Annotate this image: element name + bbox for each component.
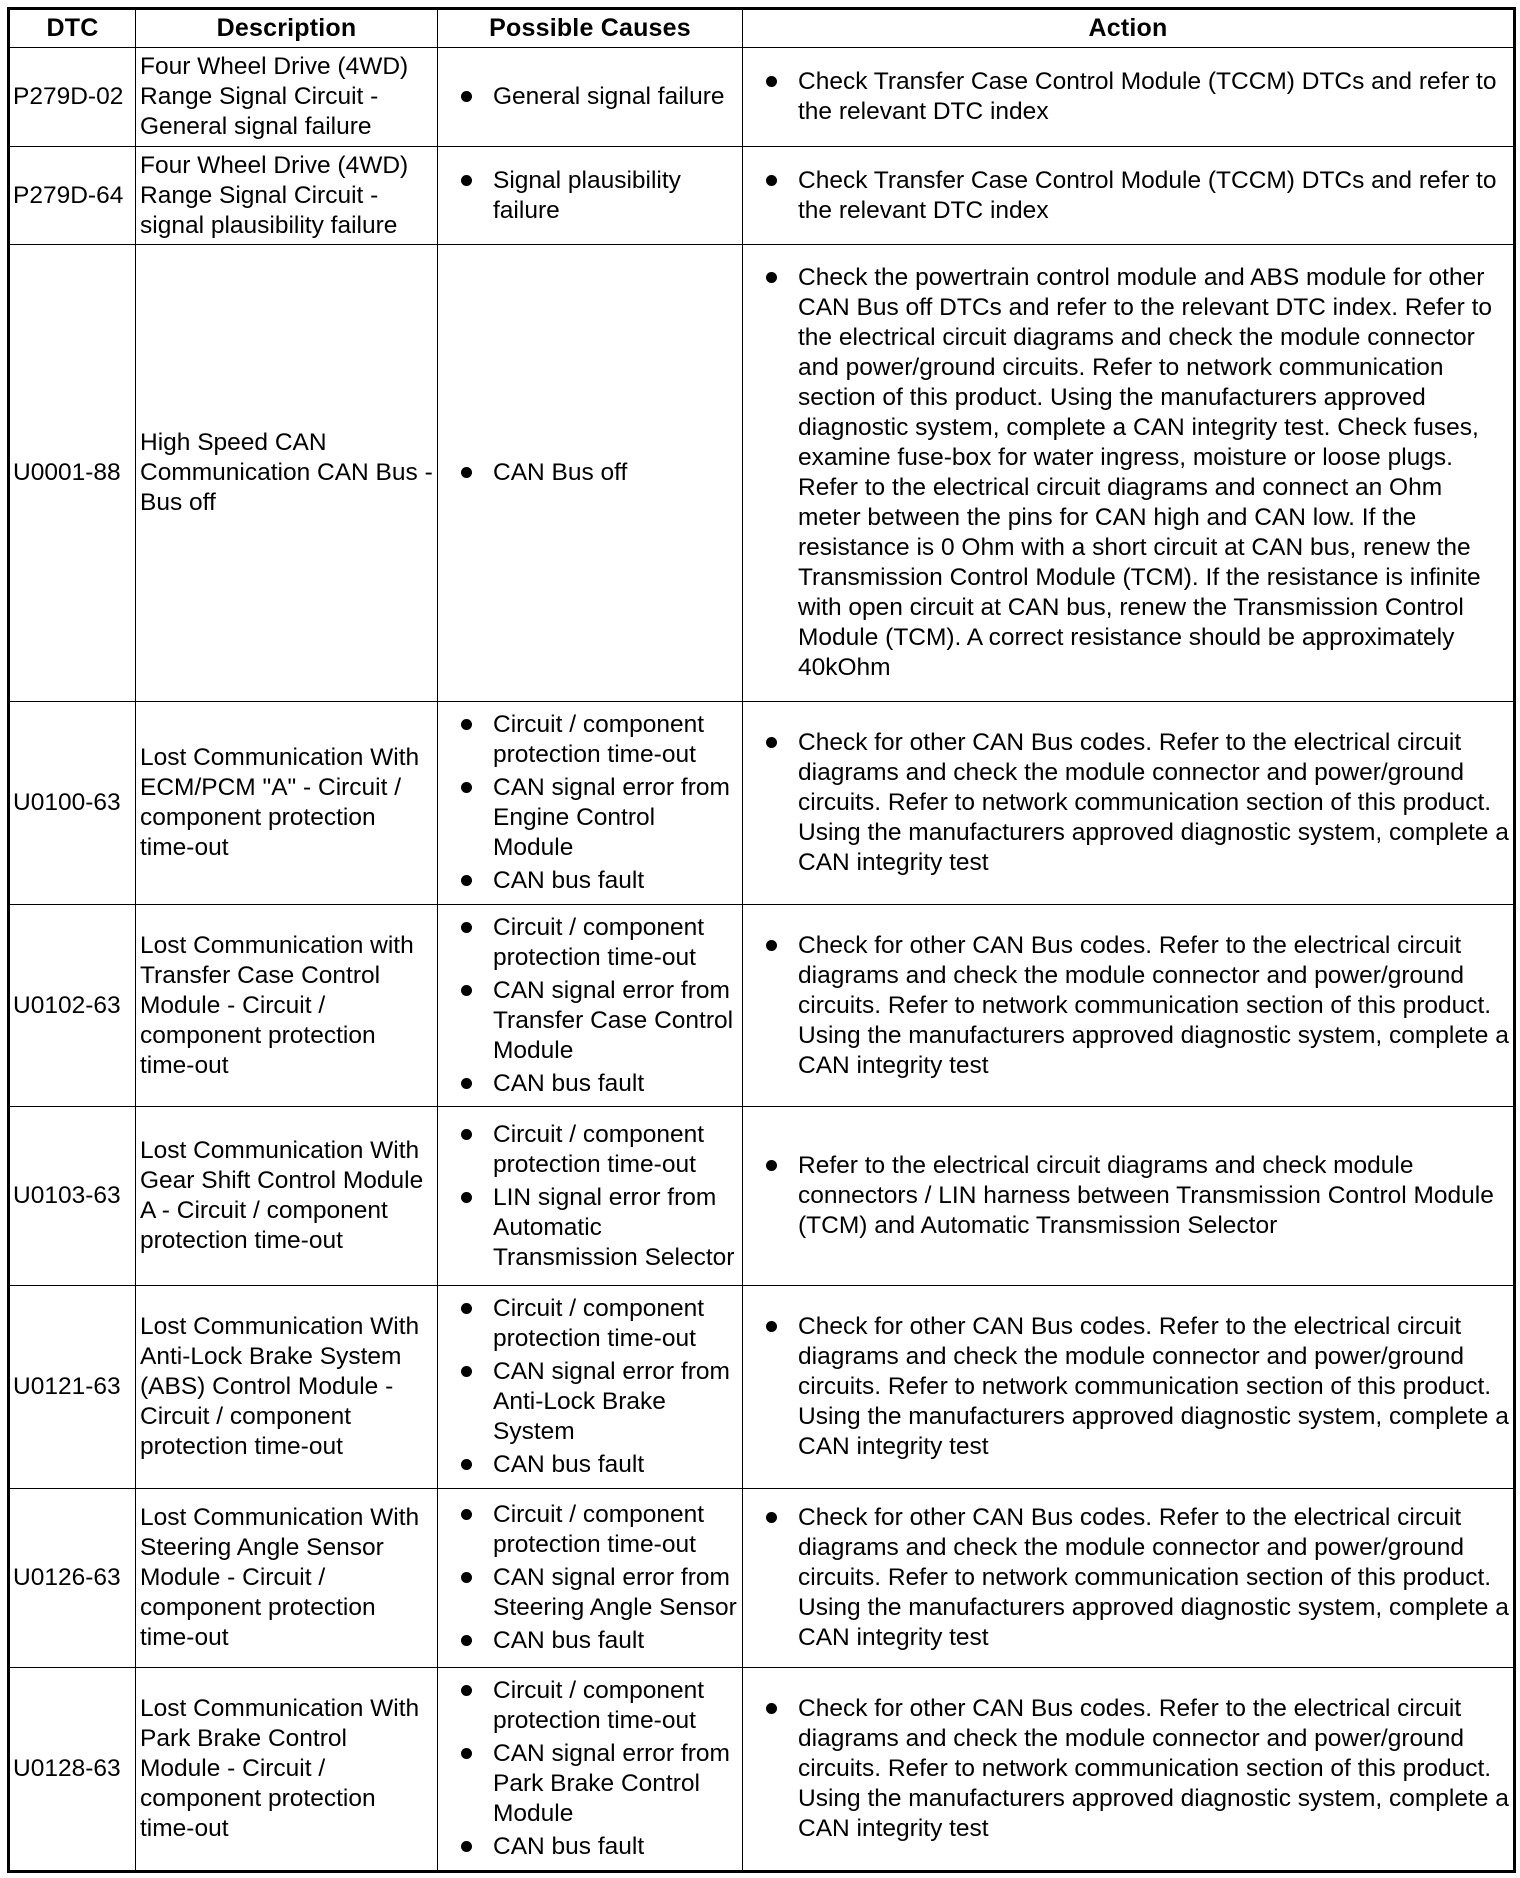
dtc-code: P279D-02 bbox=[9, 48, 136, 147]
dtc-description: Lost Communication With Steering Angle Sensor Module - Circuit / component protection time-out bbox=[136, 1489, 438, 1668]
cause-item: CAN bus fault bbox=[460, 1069, 738, 1099]
cause-item: CAN signal error from Steering Angle Sensor bbox=[460, 1563, 738, 1623]
cause-item: Circuit / component protection time-out bbox=[460, 1120, 738, 1180]
possible-causes-list bbox=[460, 1294, 738, 1480]
dtc-description: Lost Communication With Anti-Lock Brake System (ABS) Control Module - Circuit / component protection time-out bbox=[136, 1286, 438, 1489]
cause-item: Circuit / component protection time-out bbox=[460, 1676, 738, 1736]
action-item: Check for other CAN Bus codes. Refer to the electrical circuit diagrams and check the module connector and power/ground circuits. Refer to network communication section of this product. Using the manufacturers approved diagnostic system, complete a CAN integrity test bbox=[765, 1312, 1509, 1462]
action-item: Check for other CAN Bus codes. Refer to the electrical circuit diagrams and check the module connector and power/ground circuits. Refer to network communication section of this product. Using the manufacturers approved diagnostic system, complete a CAN integrity test bbox=[765, 931, 1509, 1081]
possible-causes-cell bbox=[438, 146, 743, 245]
cause-item: General signal failure bbox=[460, 82, 738, 112]
cause-item: Circuit / component protection time-out bbox=[460, 710, 738, 770]
dtc-description: Four Wheel Drive (4WD) Range Signal Circuit - General signal failure bbox=[136, 48, 438, 147]
table-row bbox=[9, 1107, 1515, 1286]
dtc-code: U0102-63 bbox=[9, 904, 136, 1107]
dtc-description: Four Wheel Drive (4WD) Range Signal Circuit - signal plausibility failure bbox=[136, 146, 438, 245]
action-cell bbox=[743, 904, 1515, 1107]
dtc-description: High Speed CAN Communication CAN Bus - Bus off bbox=[136, 245, 438, 702]
table-row bbox=[9, 48, 1515, 147]
dtc-description: Lost Communication With Gear Shift Control Module A - Circuit / component protection time-out bbox=[136, 1107, 438, 1286]
action-item: Check Transfer Case Control Module (TCCM) DTCs and refer to the relevant DTC index bbox=[765, 166, 1509, 226]
dtc-code: U0001-88 bbox=[9, 245, 136, 702]
action-cell bbox=[743, 701, 1515, 904]
cause-item: Circuit / component protection time-out bbox=[460, 1294, 738, 1354]
possible-causes-cell bbox=[438, 245, 743, 702]
dtc-description: Lost Communication with Transfer Case Control Module - Circuit / component protection time-out bbox=[136, 904, 438, 1107]
dtc-code: U0128-63 bbox=[9, 1668, 136, 1872]
action-item: Check the powertrain control module and ABS module for other CAN Bus off DTCs and refer to the relevant DTC index. Refer to the electrical circuit diagrams and check the module connector and power/ground circuits. Refer to network communication section of this product. Using the manufacturers approved diagnostic system, complete a CAN integrity test. Check fuses, examine fuse-box for water ingress, moisture or loose plugs. Refer to the electrical circuit diagrams and connect an Ohm meter between the pins for CAN high and CAN low. If the resistance is 0 Ohm with a short circuit at CAN bus, renew the Transmission Control Module (TCM). If the resistance is infinite with open circuit at CAN bus, renew the Transmission Control Module (TCM). A correct resistance should be approximately 40kOhm bbox=[765, 263, 1509, 683]
action-cell bbox=[743, 1107, 1515, 1286]
cause-item: CAN signal error from Engine Control Module bbox=[460, 773, 738, 863]
dtc-code: U0100-63 bbox=[9, 701, 136, 904]
cause-item: CAN bus fault bbox=[460, 866, 738, 896]
cause-item: Signal plausibility failure bbox=[460, 166, 738, 226]
table-row bbox=[9, 1668, 1515, 1872]
cause-item: CAN signal error from Anti-Lock Brake System bbox=[460, 1357, 738, 1447]
action-list bbox=[765, 1312, 1509, 1462]
possible-causes-list bbox=[460, 1676, 738, 1862]
possible-causes-list bbox=[460, 166, 738, 226]
dtc-code: U0126-63 bbox=[9, 1489, 136, 1668]
table-row bbox=[9, 1286, 1515, 1489]
action-list bbox=[765, 728, 1509, 878]
cause-item: CAN bus fault bbox=[460, 1626, 738, 1656]
cause-item: CAN signal error from Park Brake Control Module bbox=[460, 1739, 738, 1829]
action-cell bbox=[743, 1668, 1515, 1872]
possible-causes-list bbox=[460, 458, 738, 488]
action-list bbox=[765, 166, 1509, 226]
action-item: Check for other CAN Bus codes. Refer to the electrical circuit diagrams and check the module connector and power/ground circuits. Refer to network communication section of this product. Using the manufacturers approved diagnostic system, complete a CAN integrity test bbox=[765, 728, 1509, 878]
cause-item: CAN bus fault bbox=[460, 1450, 738, 1480]
cause-item: CAN bus fault bbox=[460, 1832, 738, 1862]
possible-causes-cell bbox=[438, 701, 743, 904]
table-row bbox=[9, 146, 1515, 245]
dtc-code: U0103-63 bbox=[9, 1107, 136, 1286]
action-list bbox=[765, 263, 1509, 683]
action-cell bbox=[743, 1286, 1515, 1489]
cause-item: CAN signal error from Transfer Case Control Module bbox=[460, 976, 738, 1066]
action-cell bbox=[743, 146, 1515, 245]
dtc-code: U0121-63 bbox=[9, 1286, 136, 1489]
possible-causes-cell bbox=[438, 904, 743, 1107]
table-row bbox=[9, 701, 1515, 904]
dtc-code: P279D-64 bbox=[9, 146, 136, 245]
action-list bbox=[765, 1503, 1509, 1653]
action-item: Check Transfer Case Control Module (TCCM) DTCs and refer to the relevant DTC index bbox=[765, 67, 1509, 127]
table-row bbox=[9, 1489, 1515, 1668]
action-list bbox=[765, 931, 1509, 1081]
cause-item: Circuit / component protection time-out bbox=[460, 913, 738, 973]
possible-causes-list bbox=[460, 1120, 738, 1273]
action-list bbox=[765, 1694, 1509, 1844]
header-row bbox=[9, 9, 1515, 48]
action-cell bbox=[743, 1489, 1515, 1668]
header-dtc: DTC bbox=[9, 9, 136, 48]
action-item: Check for other CAN Bus codes. Refer to the electrical circuit diagrams and check the module connector and power/ground circuits. Refer to network communication section of this product. Using the manufacturers approved diagnostic system, complete a CAN integrity test bbox=[765, 1503, 1509, 1653]
dtc-description: Lost Communication With Park Brake Control Module - Circuit / component protection time-out bbox=[136, 1668, 438, 1872]
dtc-table bbox=[7, 7, 1516, 1873]
action-cell bbox=[743, 48, 1515, 147]
action-item: Refer to the electrical circuit diagrams and check module connectors / LIN harness between Transmission Control Module (TCM) and Automatic Transmission Selector bbox=[765, 1151, 1509, 1241]
header-action: Action bbox=[743, 9, 1515, 48]
possible-causes-list bbox=[460, 913, 738, 1099]
possible-causes-cell bbox=[438, 1668, 743, 1872]
header-description: Description bbox=[136, 9, 438, 48]
possible-causes-cell bbox=[438, 1489, 743, 1668]
possible-causes-cell bbox=[438, 48, 743, 147]
possible-causes-list bbox=[460, 710, 738, 896]
possible-causes-cell bbox=[438, 1107, 743, 1286]
header-possible-causes: Possible Causes bbox=[438, 9, 743, 48]
cause-item: LIN signal error from Automatic Transmission Selector bbox=[460, 1183, 738, 1273]
action-cell bbox=[743, 245, 1515, 702]
possible-causes-list bbox=[460, 1500, 738, 1656]
cause-item: Circuit / component protection time-out bbox=[460, 1500, 738, 1560]
table-row bbox=[9, 245, 1515, 702]
dtc-description: Lost Communication With ECM/PCM "A" - Circuit / component protection time-out bbox=[136, 701, 438, 904]
possible-causes-cell bbox=[438, 1286, 743, 1489]
dtc-table-body bbox=[9, 48, 1515, 1872]
possible-causes-list bbox=[460, 82, 738, 112]
table-row bbox=[9, 904, 1515, 1107]
action-list bbox=[765, 67, 1509, 127]
action-item: Check for other CAN Bus codes. Refer to the electrical circuit diagrams and check the module connector and power/ground circuits. Refer to network communication section of this product. Using the manufacturers approved diagnostic system, complete a CAN integrity test bbox=[765, 1694, 1509, 1844]
cause-item: CAN Bus off bbox=[460, 458, 738, 488]
action-list bbox=[765, 1151, 1509, 1241]
